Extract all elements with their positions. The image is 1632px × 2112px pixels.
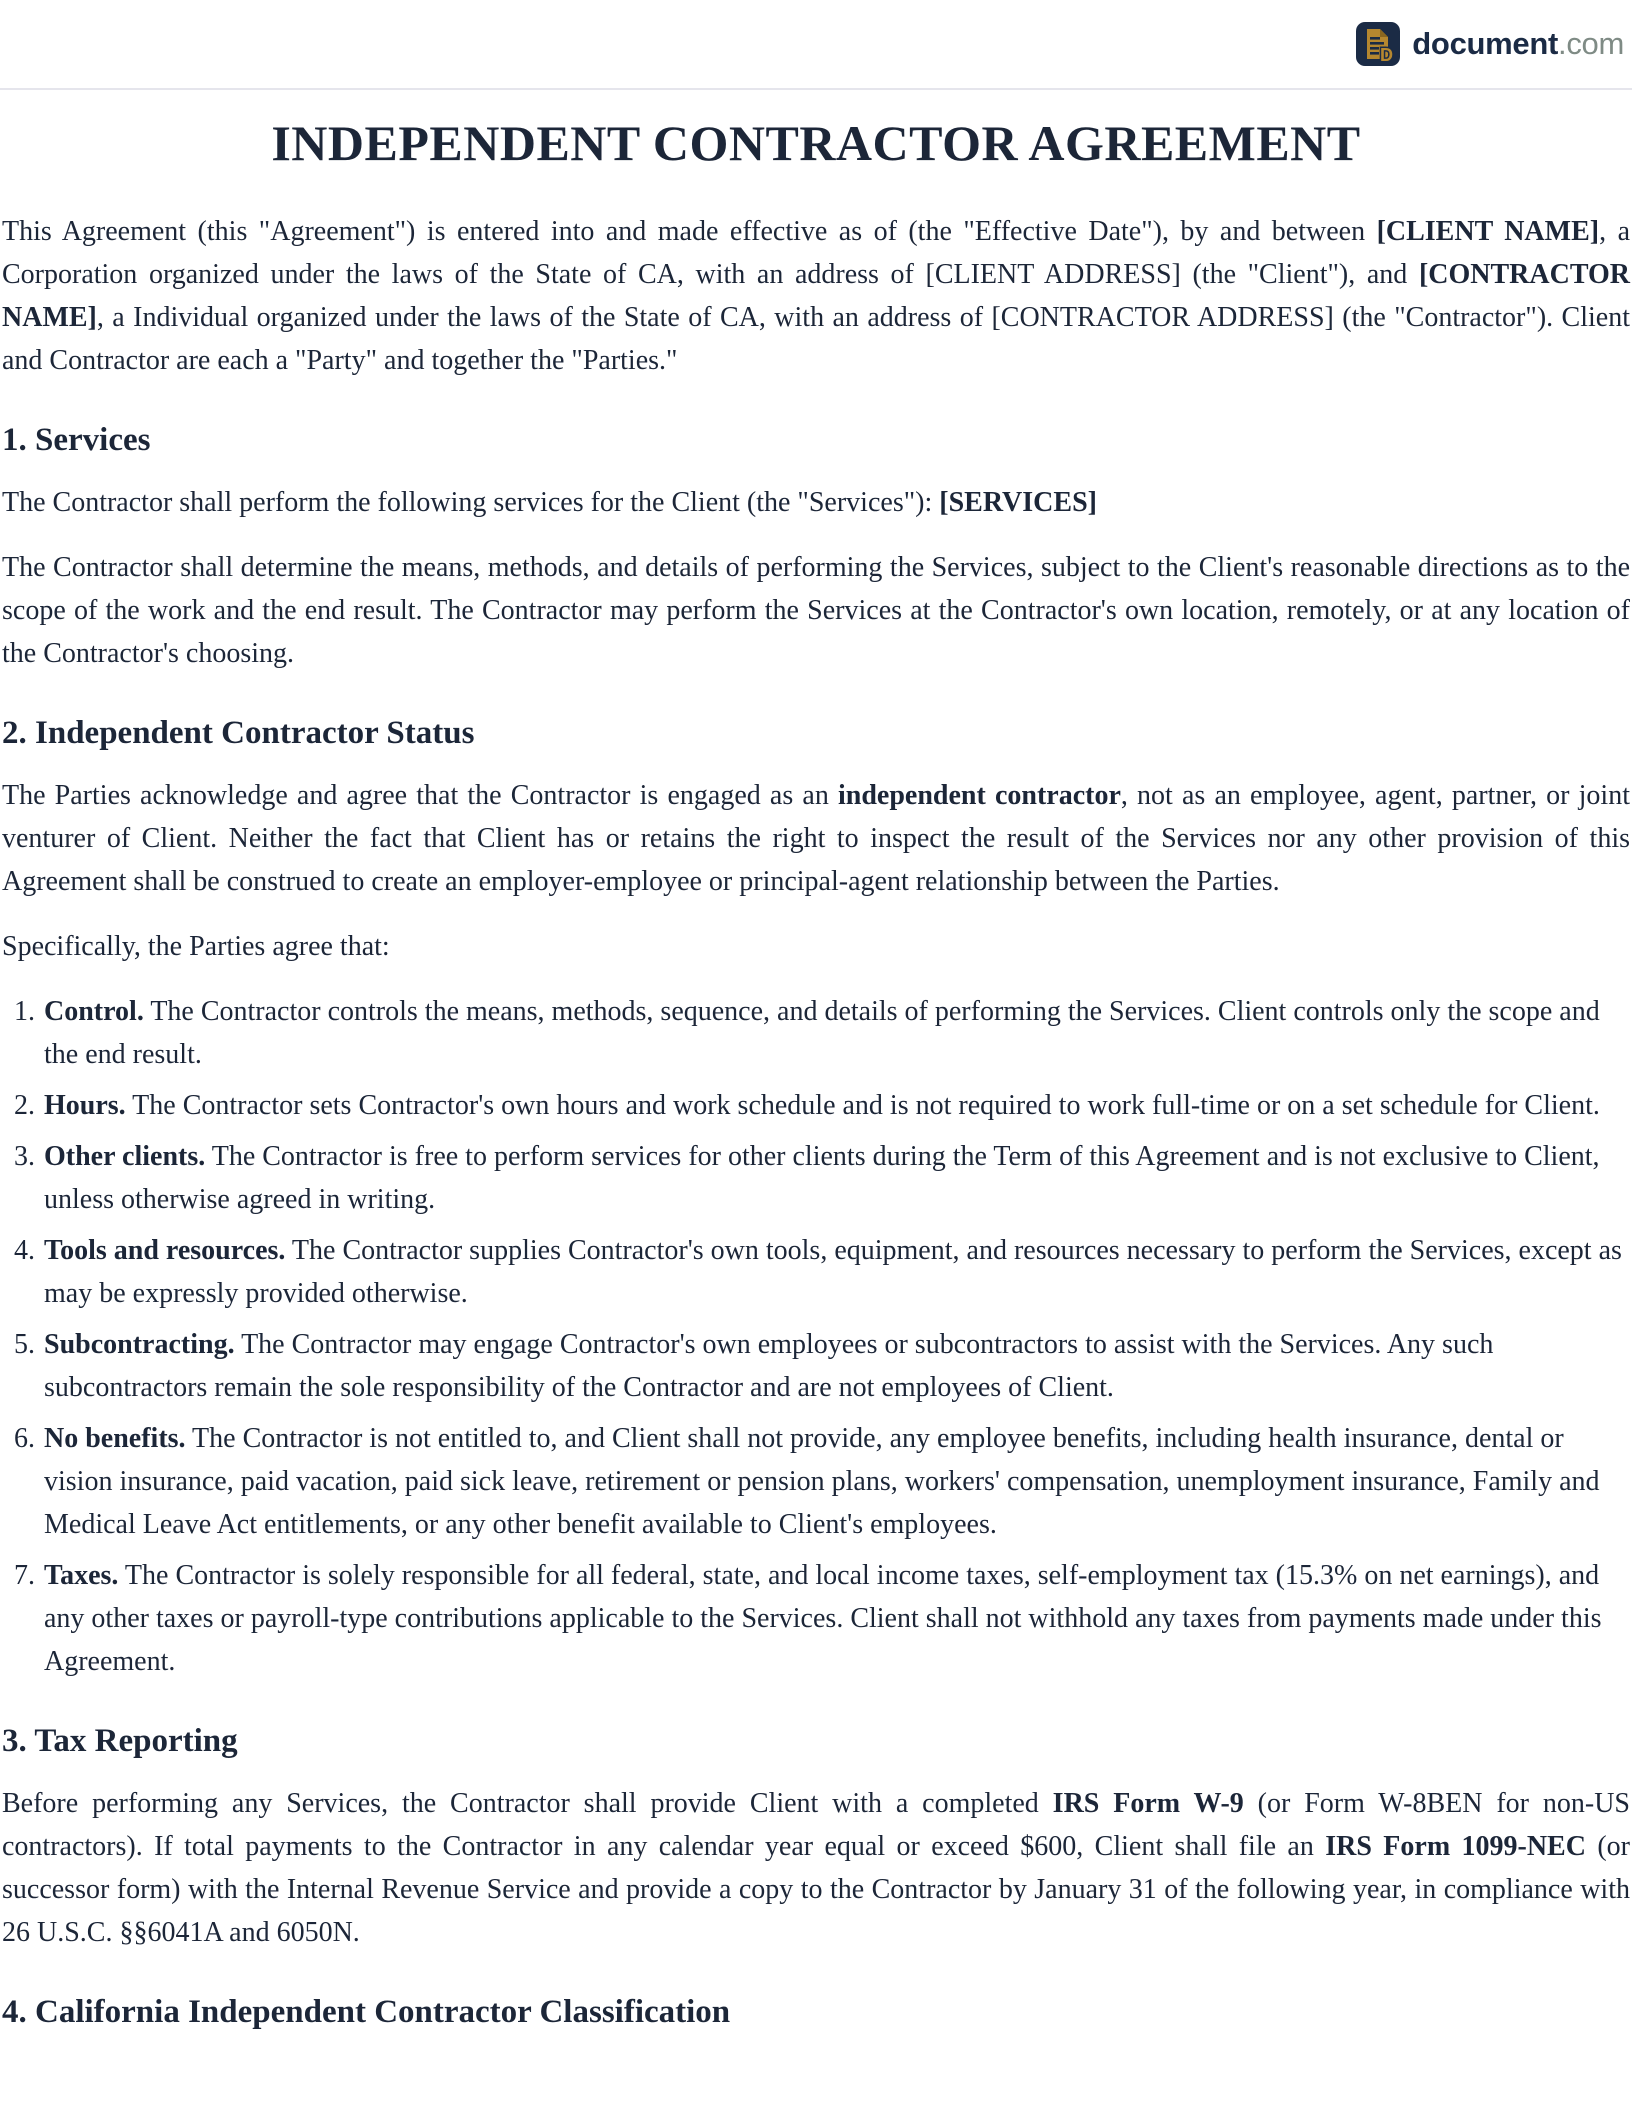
list-item: 7. Taxes. The Contractor is solely responsible for all federal, state, and local income taxes, self-employment tax (15.3% on net earnings), and any other taxes or payroll-type contributions applicable to the Services. Client shall not withhold any taxes from payments made under this Agreement. xyxy=(42,1554,1630,1683)
section-tax-reporting xyxy=(2,1723,1630,1954)
section-heading: 1. Services xyxy=(2,422,151,458)
paragraph: The Parties acknowledge and agree that the Contractor is engaged as an independent contractor, not as an employee, agent, partner, or joint venturer of Client. Neither the fact that Client has or retains the right to inspect the result of the Services nor any other provision of this Agreement shall be construed to create an employer-employee or principal-agent relationship between the Parties. xyxy=(2,780,1630,897)
list-item: 6. No benefits. The Contractor is not entitled to, and Client shall not provide, any employee benefits, including health insurance, dental or vision insurance, paid vacation, paid sick leave, retirement or pension plans, workers' compensation, unemployment insurance, Family and Medical Leave Act entitlements, or any other benefit available to Client's employees. xyxy=(42,1417,1630,1546)
page-header xyxy=(0,0,1632,90)
svg-text:D: D xyxy=(1380,45,1394,65)
list-item: 4. Tools and resources. The Contractor supplies Contractor's own tools, equipment, and resources necessary to perform the Services, except as may be expressly provided otherwise. xyxy=(42,1229,1630,1315)
list-item: 5. Subcontracting. The Contractor may engage Contractor's own employees or subcontractors to assist with the Services. Any such subcontractors remain the sole responsibility of the Contractor and are not employees of Client. xyxy=(42,1323,1630,1409)
paragraph: The Contractor shall perform the following services for the Client (the "Services"): [SERVICES] xyxy=(2,487,1097,518)
brand-logo[interactable] xyxy=(1356,22,1624,66)
list-item: 1. Control. The Contractor controls the means, methods, sequence, and details of performing the Services. Client controls only the scope and the end result. xyxy=(42,990,1630,1076)
section-independent-contractor-status xyxy=(2,715,1630,1683)
paragraph: Before performing any Services, the Contractor shall provide Client with a completed IRS Form W-9 (or Form W-8BEN for non-US contractors). If total payments to the Contractor in any calendar year equal or exceed $600, Client shall file an IRS Form 1099-NEC (or successor form) with the Internal Revenue Service and provide a copy to the Contractor by January 31 of the following year, in compliance with 26 U.S.C. §§6041A and 6050N. xyxy=(2,1788,1630,1948)
brand-name-primary: document xyxy=(1412,26,1559,61)
section-heading: 2. Independent Contractor Status xyxy=(2,715,475,751)
section-california-classification xyxy=(2,1994,1630,2031)
paragraph: Specifically, the Parties agree that: xyxy=(2,931,390,962)
document-body xyxy=(0,114,1632,2031)
document-icon xyxy=(1356,22,1400,66)
paragraph: The Contractor shall determine the means, methods, and details of performing the Services, subject to the Client's reasonable directions as to the scope of the work and the end result. The Contractor may perform the Services at the Contractor's own location, remotely, or at any location of the Contractor's choosing. xyxy=(2,552,1630,669)
clause-list xyxy=(2,990,1630,1683)
list-item: 3. Other clients. The Contractor is free to perform services for other clients during the Term of this Agreement and is not exclusive to Client, unless otherwise agreed in writing. xyxy=(42,1135,1630,1221)
document-title: INDEPENDENT CONTRACTOR AGREEMENT xyxy=(271,115,1361,171)
list-item: 2. Hours. The Contractor sets Contractor's own hours and work schedule and is not required to work full-time or on a set schedule for Client. xyxy=(42,1084,1630,1127)
section-heading: 4. California Independent Contractor Classification xyxy=(2,1994,731,2030)
brand-name-suffix: .com xyxy=(1558,26,1624,61)
intro-paragraph: This Agreement (this "Agreement") is entered into and made effective as of (the "Effective Date"), by and between [CLIENT NAME], a Corporation organized under the laws of the State of CA, with an address of [CLIENT ADDRESS] (the "Client"), and [CONTRACTOR NAME], a Individual organized under the laws of the State of CA, with an address of [CONTRACTOR ADDRESS] (the "Contractor"). Client and Contractor are each a "Party" and together the "Parties." xyxy=(2,216,1630,376)
brand-name xyxy=(1412,26,1624,62)
section-heading: 3. Tax Reporting xyxy=(2,1723,238,1759)
section-services xyxy=(2,422,1630,675)
